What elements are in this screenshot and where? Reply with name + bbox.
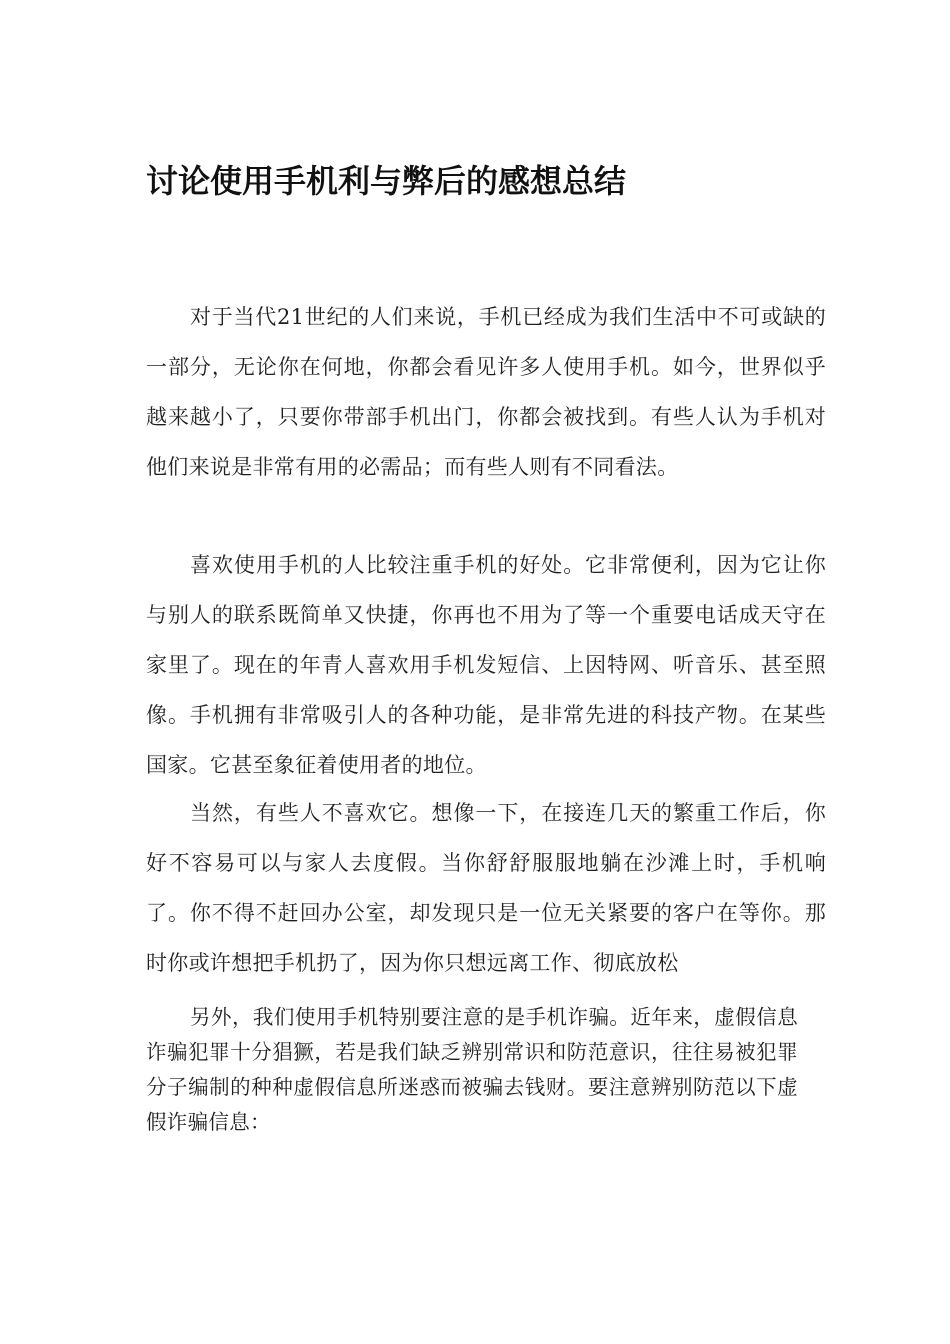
- paragraph-advantages: 喜欢使用手机的人比较注重手机的好处。它非常便利，因为它让你与别人的联系既简单又快捷，你再也不用为了等一个重要电话成天守在家里了。现在的年青人喜欢用手机发短信、上因特网、听音乐、甚至照像。手机拥有非常吸引人的各种功能，是非常先进的科技产物。在某些国家。它甚至象征着使用者的地位。: [146, 553, 826, 777]
- document-title: 讨论使用手机利与弊后的感想总结: [146, 162, 627, 200]
- paragraph-fraud-warning: 另外，我们使用手机特别要注意的是手机诈骗。近年来，虚假信息诈骗犯罪十分猖獗，若是我们缺乏辨别常识和防范意识，往往易被犯罪分子编制的种种虚假信息所迷惑而被骗去钱财。要注意辨别防范以下虚假诈骗信息：: [146, 1005, 798, 1134]
- paragraph-disadvantages: 当然，有些人不喜欢它。想像一下，在接连几天的繁重工作后，你好不容易可以与家人去度假。当你舒舒服服地躺在沙滩上时，手机响了。你不得不赶回办公室，却发现只是一位无关紧要的客户在等你。那时你或许想把手机扔了，因为你只想远离工作、彻底放松: [146, 801, 826, 975]
- paragraph-intro: 对于当代21世纪的人们来说，手机已经成为我们生活中不可或缺的一部分，无论你在何地，你都会看见许多人使用手机。如今，世界似乎越来越小了，只要你带部手机出门，你都会被找到。有些人认为手机对他们来说是非常有用的必需品；而有些人则有不同看法。: [146, 305, 826, 479]
